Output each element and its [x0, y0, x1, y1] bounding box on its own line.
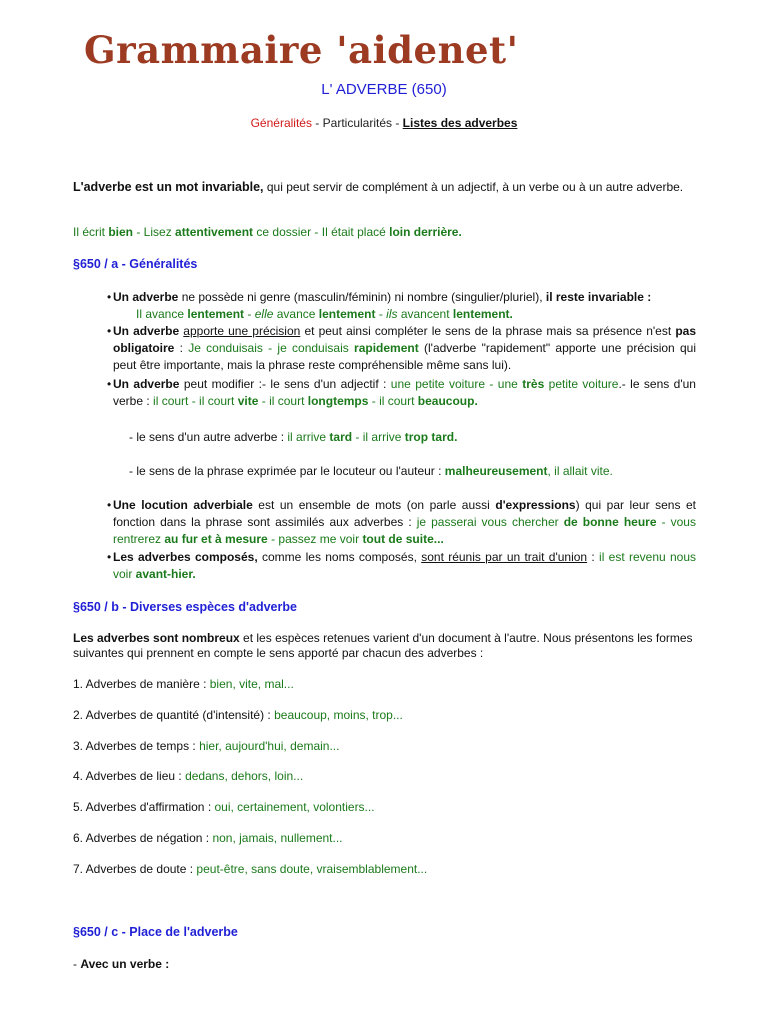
subsection-label: - Avec un verbe : [73, 957, 170, 971]
sub-item: - le sens d'un autre adverbe : il arrive tard - il arrive trop tard. [129, 430, 458, 444]
bullet-continuation: Il avance lentement - elle avance lentement - ils avancent lentement. [136, 307, 513, 321]
nav-separator: - [311, 116, 323, 130]
bullet-icon: • [107, 377, 112, 391]
bullet-item: • Un adverbe peut modifier :- le sens d'un adjectif : une petite voiture - une très petite voiture.- le sens d'un verbe : il court - il court vite - il court longtemps - il court beaucoup. [107, 377, 696, 408]
list-item: 7. Adverbes de doute : peut-être, sans doute, vraisemblablement... [73, 862, 428, 876]
list-item: 3. Adverbes de temps : hier, aujourd'hui, demain... [73, 739, 340, 753]
list-item: 6. Adverbes de négation : non, jamais, nullement... [73, 831, 343, 845]
section-a-heading: §650 / a - Généralités [73, 257, 198, 271]
bullet-item: • Un adverbe apporte une précision et peut ainsi compléter le sens de la phrase mais sa présence n'est pas obligatoire : Je conduisais - je conduisais rapidement (l'adverbe "rapidement" apporte une précision qui peut être importante, mais la phrase reste compréhensible même sans lui). [107, 324, 696, 372]
list-item: 1. Adverbes de manière : bien, vite, mal... [73, 677, 294, 691]
bullet-item: • Une locution adverbiale est un ensemble de mots (on parle aussi d'expressions) qui par leur sens et fonction dans la phrase sont assimilés aux adverbes : je passerai vous chercher de bonne heure - vous rentrerez au fur et à mesure - passez me voir tout de suite... [107, 498, 696, 546]
bullet-item: • Les adverbes composés, comme les noms composés, sont réunis par un trait d'union : il est revenu nous voir avant-hier. [107, 550, 696, 581]
nav-link-particularites[interactable]: Particularités [322, 116, 392, 130]
section-b-intro: Les adverbes sont nombreux et les espèces retenues varient d'un document à l'autre. Nous présentons les formes suivantes qui prennent en compte le sens apporté par chacun des adverbes : [73, 631, 693, 660]
bullet-icon: • [107, 550, 112, 564]
intro-paragraph: L'adverbe est un mot invariable, qui peut servir de complément à un adjectif, à un verbe ou à un autre adverbe. [73, 180, 684, 194]
intro-example: Il écrit bien - Lisez attentivement ce dossier - Il était placé loin derrière. [73, 225, 462, 239]
bullet-icon: • [107, 324, 112, 338]
bullet-icon: • [107, 290, 112, 304]
nav-link-listes[interactable]: Listes des adverbes [402, 116, 518, 130]
site-logo: Grammaire 'aidenet' [84, 28, 519, 72]
section-nav [0, 116, 768, 130]
sub-item: - le sens de la phrase exprimée par le locuteur ou l'auteur : malheureusement, il allait vite. [129, 464, 613, 478]
list-item: 4. Adverbes de lieu : dedans, dehors, loin... [73, 769, 304, 783]
list-item: 2. Adverbes de quantité (d'intensité) : beaucoup, moins, trop... [73, 708, 403, 722]
list-item: 5. Adverbes d'affirmation : oui, certainement, volontiers... [73, 800, 375, 814]
section-c-heading: §650 / c - Place de l'adverbe [73, 925, 238, 939]
nav-link-generalites[interactable]: Généralités [250, 116, 312, 130]
document-page: Grammaire 'aidenet' L' ADVERBE (650) Généralités - Particularités - Listes des adverbes L'adverbe est un mot invariable, qui peut servir de complément à un adjectif, à un verbe ou à un autre adverbe. Il écrit bien - Lisez attentivement ce dossier - Il était placé loin derrière. §650 / a - Généralités • Un adverbe ne possède ni genre (masculin/féminin) ni nombre (singulier/pluriel), il reste invariable : Il avance lentement - elle avance lentement - ils avancent lentement. • Un adverbe apporte une précision et peut ainsi compléter le sens de la phrase mais sa présence n'est pas obligatoire : Je conduisais - je conduisais rapidement (l'adverbe "rapidement" apporte une précision qui peut être importante, mais la phrase reste compréhensible même sans lui). • Un adverbe peut modifier :- le sens d'un adjectif : une petite voiture - une très petite voiture.- le sens d'un verbe : il court - il court vite - il court longtemps - il court beaucoup. - le sens d'un autre adverbe : il arrive tard - il arrive trop tard. - le sens de la phrase exprimée par le locuteur ou l'auteur : malheureusement, il allait vite. • Une locution adverbiale est un ensemble de mots (on parle aussi d'expressions) qui par leur sens et fonction dans la phrase sont assimilés aux adverbes : je passerai vous chercher de bonne heure - vous rentrerez au fur et à mesure - passez me voir tout de suite... • Les adverbes composés, comme les noms composés, sont réunis par un trait d'union : il est revenu nous voir avant-hier. §650 / b - Diverses espèces d'adverbe Les adverbes sont nombreux et les espèces retenues varient d'un document à l'autre. Nous présentons les formes suivantes qui prennent en compte le sens apporté par chacun des adverbes : 1. Adverbes de manière : bien, vite, mal... 2. Adverbes de quantité (d'intensité) : beaucoup, moins, trop... 3. Adverbes de temps : hier, aujourd'hui, demain... 4. Adverbes de lieu : dedans, dehors, loin... 5. Adverbes d'affirmation : oui, certainement, volontiers... 6. Adverbes de négation : non, jamais, nullement... 7. Adverbes de doute : peut-être, sans doute, vraisemblablement... §650 / c - Place de l'adverbe - Avec un verbe : [0, 0, 768, 1024]
chapter-title: L' ADVERBE (650) [321, 81, 447, 98]
bullet-icon: • [107, 498, 112, 512]
section-b-heading: §650 / b - Diverses espèces d'adverbe [73, 600, 297, 614]
nav-separator: - [392, 116, 403, 130]
